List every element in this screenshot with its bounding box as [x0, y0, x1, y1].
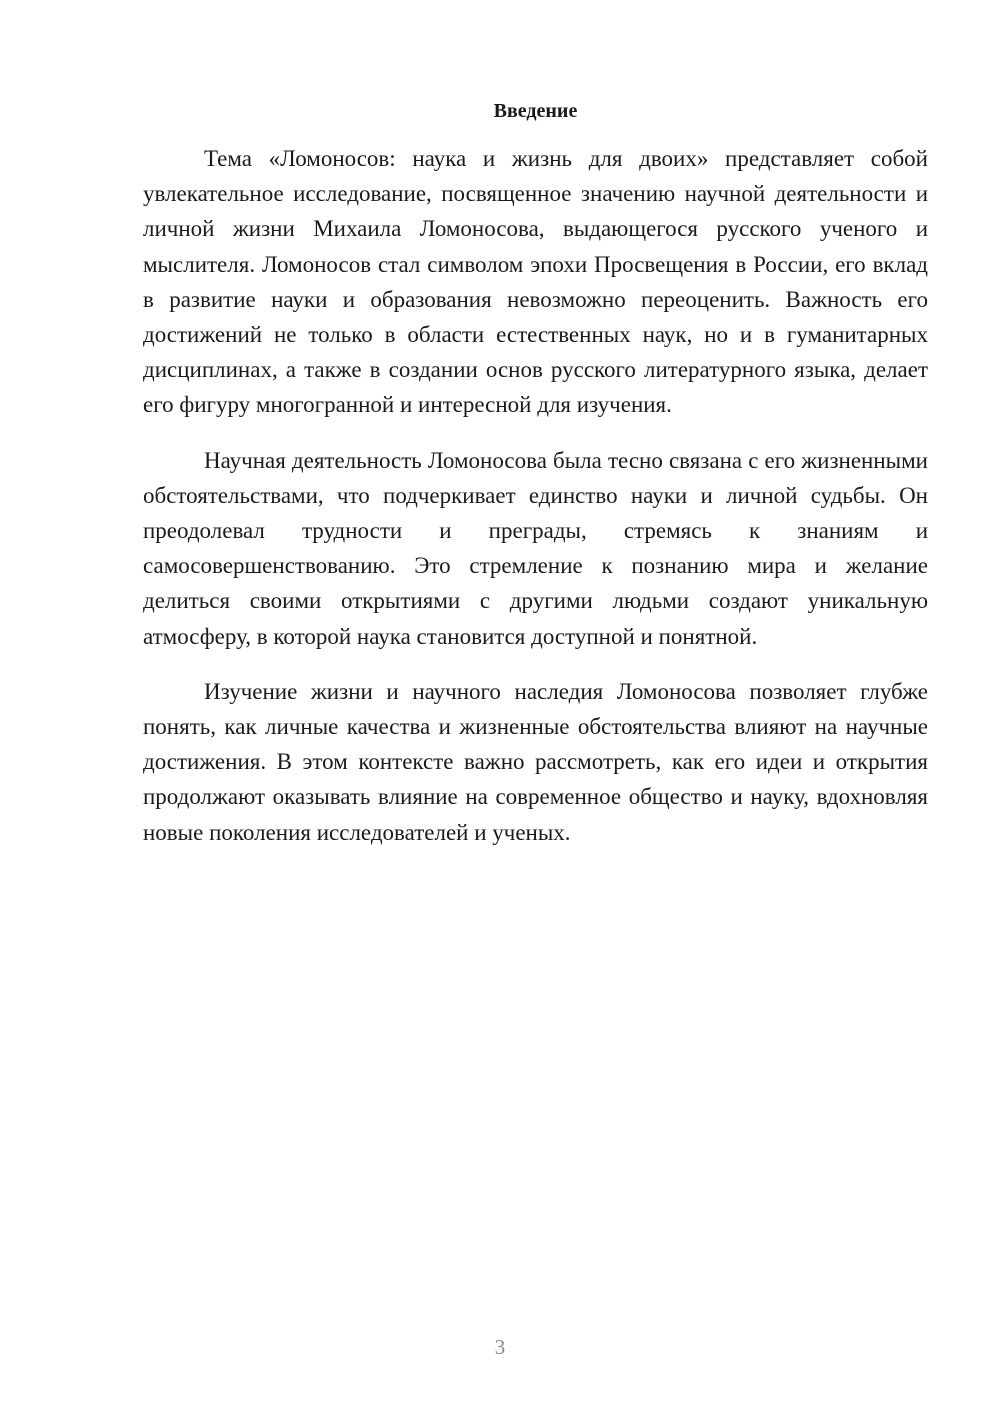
paragraph-1: Тема «Ломоносов: наука и жизнь для двоих» представляет собой увлекательное исследование, посвященное значению научной деятельности и личной жизни Михаила Ломоносова, выдающегося русского ученого и мыслителя. Ломоносов стал символом эпохи Просвещения в России, его вклад в развитие науки и образования невозможно переоценить. Важность его достижений не только в области естественных наук, но и в гуманитарных дисциплинах, а также в создании основ русского литературного языка, делает его фигуру многогранной и интересной для изучения. — [143, 146, 928, 418]
paragraph-2: Научная деятельность Ломоносова была тесно связана с его жизненными обстоятельствами, что подчеркивает единство науки и личной судьбы. Он преодолевал трудности и преграды, стремясь к знаниям и самосовершенствованию. Это стремление к познанию мира и желание делиться своими открытиями с другими людьми создают уникальную атмосферу, в которой наука становится доступной и понятной. — [143, 447, 928, 649]
section-heading: Введение — [493, 100, 578, 122]
paragraph-3: Изучение жизни и научного наследия Ломоносова позволяет глубже понять, как личные качества и жизненные обстоятельства влияют на научные достижения. В этом контексте важно рассмотреть, как его идеи и открытия продолжают оказывать влияние на современное общество и науку, вдохновляя новые поколения исследователей и ученых. — [143, 678, 928, 845]
page-number: 3 — [494, 1335, 506, 1359]
body-text — [143, 141, 928, 870]
